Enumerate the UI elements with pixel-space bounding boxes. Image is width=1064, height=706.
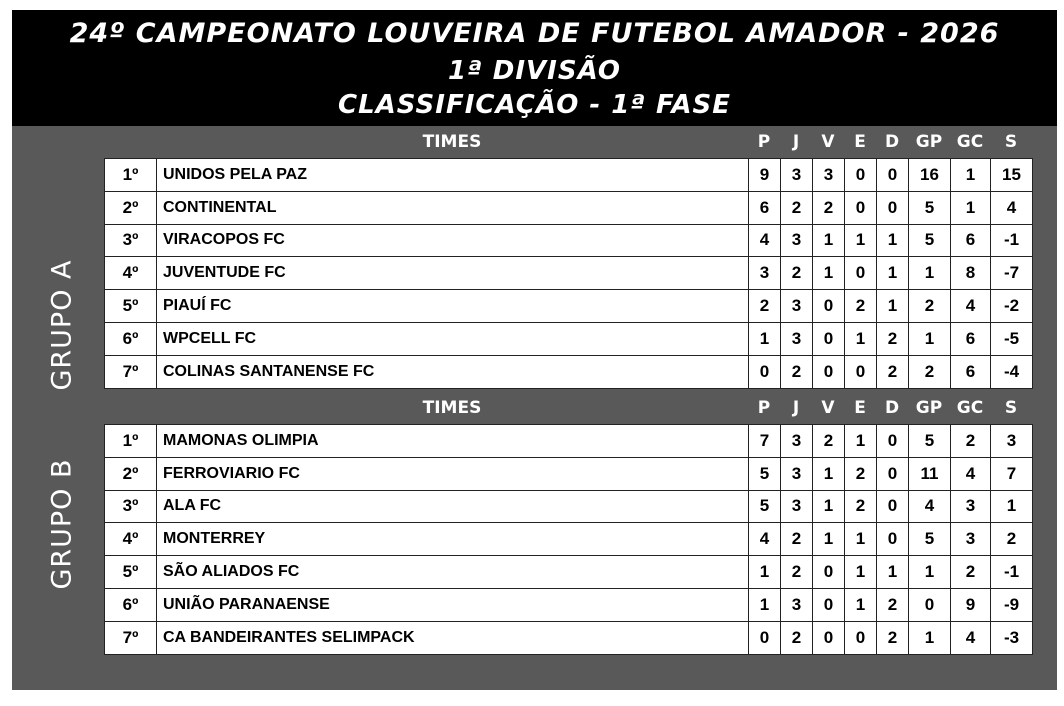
stat-gp-cell: 2: [909, 290, 951, 323]
stat-e-cell: 1: [845, 556, 877, 589]
column-header-e: E: [854, 132, 866, 152]
table-row: [105, 457, 1033, 490]
stat-gc-cell: 2: [951, 556, 991, 589]
table-row: [105, 257, 1033, 290]
stat-gc-cell: 6: [951, 224, 991, 257]
championship-title: 24º CAMPEONATO LOUVEIRA DE FUTEBOL AMADOR - 2026: [69, 18, 1000, 49]
stat-e-cell: 0: [845, 159, 877, 192]
stat-v-cell: 0: [813, 290, 845, 323]
position-cell: 6º: [105, 588, 157, 621]
stat-v-cell: 2: [813, 191, 845, 224]
stat-j-cell: 3: [781, 588, 813, 621]
stat-d-cell: 0: [877, 425, 909, 458]
column-header-times: TIMES: [422, 398, 482, 418]
stat-p-cell: 1: [749, 588, 781, 621]
stat-p-cell: 5: [749, 457, 781, 490]
team-name-cell: PIAUÍ FC: [157, 290, 749, 323]
stat-v-cell: 1: [813, 490, 845, 523]
position-cell: 4º: [105, 257, 157, 290]
stat-d-cell: 2: [877, 355, 909, 388]
stat-p-cell: 3: [749, 257, 781, 290]
position-cell: 5º: [105, 556, 157, 589]
stat-d-cell: 1: [877, 257, 909, 290]
stat-j-cell: 3: [781, 490, 813, 523]
position-cell: 5º: [105, 290, 157, 323]
stat-e-cell: 0: [845, 191, 877, 224]
column-header-s: S: [1004, 132, 1018, 152]
column-header-gc: GC: [956, 398, 984, 418]
stat-gc-cell: 6: [951, 322, 991, 355]
stat-p-cell: 9: [749, 159, 781, 192]
stat-j-cell: 3: [781, 322, 813, 355]
column-header-s: S: [1004, 398, 1018, 418]
stat-gp-cell: 5: [909, 224, 951, 257]
stat-v-cell: 1: [813, 523, 845, 556]
stat-d-cell: 1: [877, 290, 909, 323]
stat-p-cell: 0: [749, 355, 781, 388]
table-row: [105, 290, 1033, 323]
stat-gp-cell: 5: [909, 191, 951, 224]
stat-s-cell: -2: [991, 290, 1033, 323]
team-name-cell: MONTERREY: [157, 523, 749, 556]
team-name-cell: WPCELL FC: [157, 322, 749, 355]
stat-p-cell: 1: [749, 322, 781, 355]
standings-table: [104, 158, 1033, 389]
stat-j-cell: 3: [781, 224, 813, 257]
stat-s-cell: 1: [991, 490, 1033, 523]
table-row: [105, 556, 1033, 589]
team-name-cell: ALA FC: [157, 490, 749, 523]
stat-j-cell: 3: [781, 159, 813, 192]
stat-s-cell: 15: [991, 159, 1033, 192]
standings-table: [104, 424, 1033, 655]
stat-p-cell: 6: [749, 191, 781, 224]
stat-d-cell: 1: [877, 556, 909, 589]
table-row: [105, 425, 1033, 458]
team-name-cell: UNIDOS PELA PAZ: [157, 159, 749, 192]
table-row: [105, 490, 1033, 523]
phase-title: CLASSIFICAÇÃO - 1ª FASE: [337, 90, 732, 120]
stat-e-cell: 0: [845, 355, 877, 388]
team-name-cell: UNIÃO PARANAENSE: [157, 588, 749, 621]
stat-gp-cell: 4: [909, 490, 951, 523]
stat-v-cell: 0: [813, 588, 845, 621]
column-header-v: V: [821, 132, 835, 152]
position-cell: 3º: [105, 490, 157, 523]
column-header-gp: GP: [915, 398, 943, 418]
stat-d-cell: 1: [877, 224, 909, 257]
stat-gc-cell: 9: [951, 588, 991, 621]
stat-e-cell: 0: [845, 621, 877, 654]
stat-p-cell: 0: [749, 621, 781, 654]
stat-gc-cell: 3: [951, 490, 991, 523]
stat-v-cell: 1: [813, 257, 845, 290]
stat-e-cell: 2: [845, 290, 877, 323]
column-header-p: P: [757, 132, 771, 152]
stat-gc-cell: 4: [951, 621, 991, 654]
column-header-j: J: [792, 132, 800, 152]
stat-v-cell: 1: [813, 457, 845, 490]
group-label: GRUPO B: [46, 458, 78, 590]
stat-e-cell: 2: [845, 490, 877, 523]
stat-s-cell: -1: [991, 224, 1033, 257]
stat-v-cell: 0: [813, 556, 845, 589]
stat-e-cell: 2: [845, 457, 877, 490]
stat-s-cell: 2: [991, 523, 1033, 556]
stat-j-cell: 3: [781, 425, 813, 458]
table-row: [105, 159, 1033, 192]
table-row: [105, 588, 1033, 621]
stat-gp-cell: 2: [909, 355, 951, 388]
table-row: [105, 322, 1033, 355]
stat-gc-cell: 3: [951, 523, 991, 556]
stat-gp-cell: 5: [909, 523, 951, 556]
position-cell: 2º: [105, 457, 157, 490]
table-row: [105, 191, 1033, 224]
stat-gp-cell: 0: [909, 588, 951, 621]
stat-j-cell: 3: [781, 290, 813, 323]
team-name-cell: VIRACOPOS FC: [157, 224, 749, 257]
stat-p-cell: 7: [749, 425, 781, 458]
stat-gc-cell: 8: [951, 257, 991, 290]
stat-e-cell: 1: [845, 523, 877, 556]
stat-j-cell: 2: [781, 191, 813, 224]
table-row: [105, 523, 1033, 556]
column-header-p: P: [757, 398, 771, 418]
table-row: [105, 355, 1033, 388]
stat-gc-cell: 1: [951, 191, 991, 224]
stat-gc-cell: 4: [951, 290, 991, 323]
team-name-cell: COLINAS SANTANENSE FC: [157, 355, 749, 388]
team-name-cell: CONTINENTAL: [157, 191, 749, 224]
stat-gc-cell: 1: [951, 159, 991, 192]
stat-gp-cell: 1: [909, 621, 951, 654]
stat-j-cell: 2: [781, 257, 813, 290]
column-header-d: D: [884, 398, 900, 418]
table-row: [105, 224, 1033, 257]
stat-d-cell: 2: [877, 322, 909, 355]
stat-e-cell: 1: [845, 588, 877, 621]
stat-d-cell: 0: [877, 490, 909, 523]
column-header-gp: GP: [915, 132, 943, 152]
stat-s-cell: -1: [991, 556, 1033, 589]
position-cell: 1º: [105, 425, 157, 458]
position-cell: 6º: [105, 322, 157, 355]
column-header-d: D: [884, 132, 900, 152]
column-header-e: E: [854, 398, 866, 418]
stat-d-cell: 0: [877, 159, 909, 192]
stat-e-cell: 1: [845, 322, 877, 355]
team-name-cell: SÃO ALIADOS FC: [157, 556, 749, 589]
stat-s-cell: -3: [991, 621, 1033, 654]
stat-v-cell: 2: [813, 425, 845, 458]
column-header-gc: GC: [956, 132, 984, 152]
stat-gp-cell: 1: [909, 556, 951, 589]
stat-d-cell: 2: [877, 621, 909, 654]
stat-v-cell: 0: [813, 355, 845, 388]
stat-gp-cell: 1: [909, 322, 951, 355]
stat-d-cell: 0: [877, 457, 909, 490]
position-cell: 7º: [105, 355, 157, 388]
team-name-cell: JUVENTUDE FC: [157, 257, 749, 290]
stat-s-cell: -5: [991, 322, 1033, 355]
stat-gc-cell: 4: [951, 457, 991, 490]
stat-s-cell: -9: [991, 588, 1033, 621]
column-header-v: V: [821, 398, 835, 418]
column-header-times: TIMES: [422, 132, 482, 152]
stat-gp-cell: 16: [909, 159, 951, 192]
stat-e-cell: 0: [845, 257, 877, 290]
column-header-j: J: [792, 398, 800, 418]
stat-gp-cell: 11: [909, 457, 951, 490]
stat-s-cell: 4: [991, 191, 1033, 224]
stat-p-cell: 1: [749, 556, 781, 589]
stat-j-cell: 2: [781, 523, 813, 556]
stat-v-cell: 1: [813, 224, 845, 257]
group-label: GRUPO A: [46, 259, 78, 391]
stat-j-cell: 2: [781, 355, 813, 388]
position-cell: 2º: [105, 191, 157, 224]
stat-j-cell: 2: [781, 556, 813, 589]
stat-s-cell: -7: [991, 257, 1033, 290]
stat-p-cell: 4: [749, 224, 781, 257]
stat-v-cell: 3: [813, 159, 845, 192]
stat-v-cell: 0: [813, 621, 845, 654]
stat-j-cell: 3: [781, 457, 813, 490]
stat-d-cell: 0: [877, 523, 909, 556]
title-banner: [12, 10, 1057, 126]
stat-s-cell: -4: [991, 355, 1033, 388]
stat-gc-cell: 6: [951, 355, 991, 388]
position-cell: 3º: [105, 224, 157, 257]
position-cell: 4º: [105, 523, 157, 556]
team-name-cell: CA BANDEIRANTES SELIMPACK: [157, 621, 749, 654]
stat-p-cell: 4: [749, 523, 781, 556]
stat-gp-cell: 1: [909, 257, 951, 290]
stat-d-cell: 0: [877, 191, 909, 224]
stat-e-cell: 1: [845, 224, 877, 257]
team-name-cell: FERROVIARIO FC: [157, 457, 749, 490]
stat-s-cell: 3: [991, 425, 1033, 458]
team-name-cell: MAMONAS OLIMPIA: [157, 425, 749, 458]
stat-p-cell: 5: [749, 490, 781, 523]
position-cell: 1º: [105, 159, 157, 192]
stat-d-cell: 2: [877, 588, 909, 621]
table-row: [105, 621, 1033, 654]
stat-e-cell: 1: [845, 425, 877, 458]
position-cell: 7º: [105, 621, 157, 654]
stat-gc-cell: 2: [951, 425, 991, 458]
stat-p-cell: 2: [749, 290, 781, 323]
stat-s-cell: 7: [991, 457, 1033, 490]
stat-v-cell: 0: [813, 322, 845, 355]
division-title: 1ª DIVISÃO: [447, 56, 621, 86]
stat-gp-cell: 5: [909, 425, 951, 458]
stat-j-cell: 2: [781, 621, 813, 654]
